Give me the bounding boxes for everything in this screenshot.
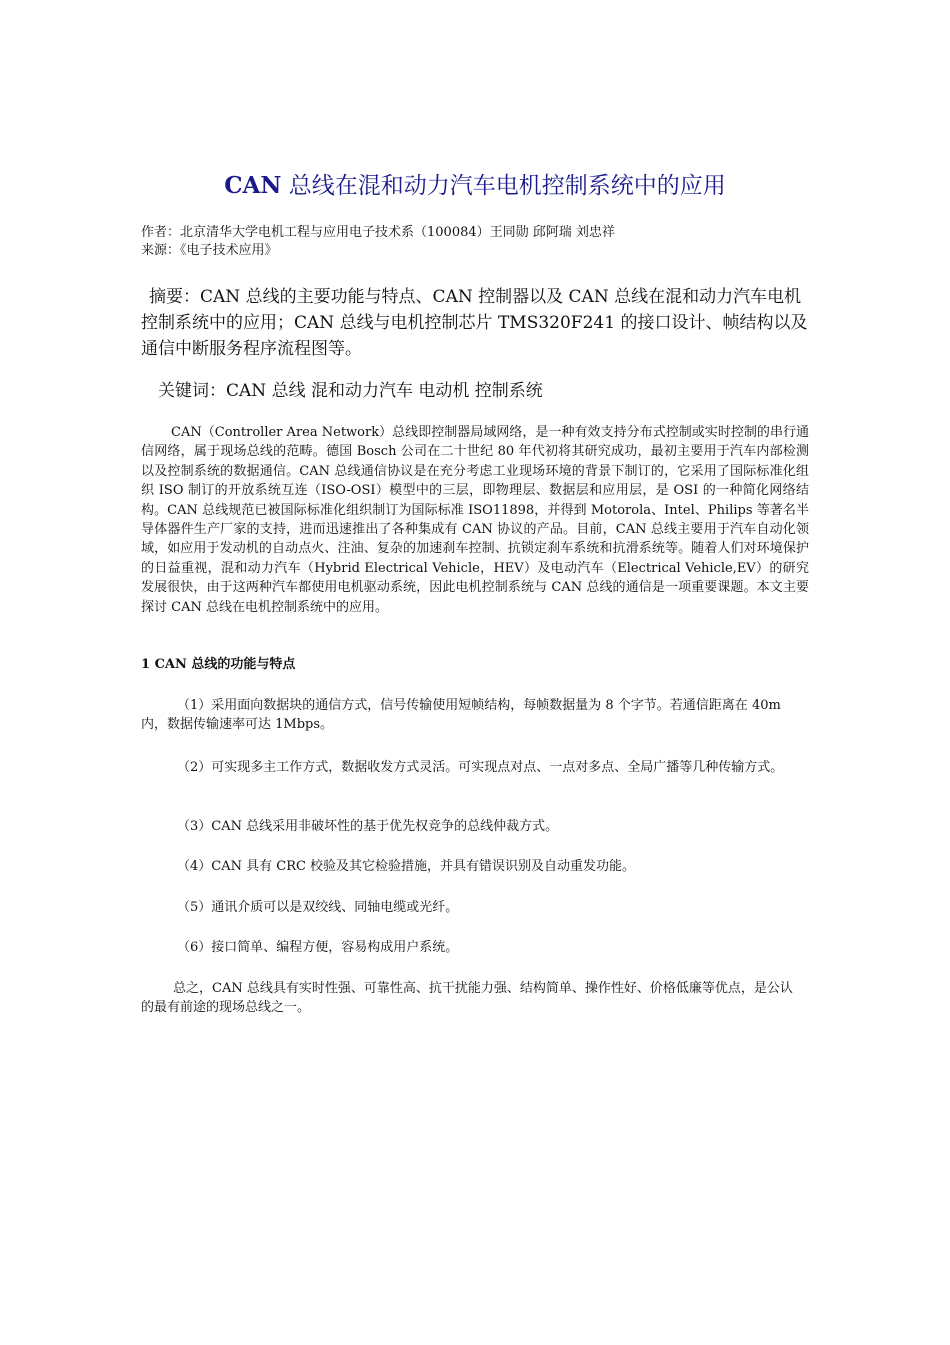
section-heading: 1 CAN 总线的功能与特点	[141, 657, 296, 672]
article-title	[60, 168, 890, 204]
keywords-line: 关键词：CAN 总线 混和动力汽车 电动机 控制系统	[158, 381, 543, 401]
feature-item: （1）采用面向数据块的通信方式，信号传输使用短帧结构，每帧数据量为 8 个字节。若通信距离在 40m 内，数据传输速率可达 1Mbps。	[141, 698, 781, 732]
source-line: 来源：《电子技术应用》	[141, 243, 278, 258]
abstract-paragraph: 摘要：CAN 总线的主要功能与特点、CAN 控制器以及 CAN 总线在混和动力汽车电机控制系统中的应用；CAN 总线与电机控制芯片 TMS320F241 的接口设计、帧结构以及通信中断服务程序流程图等。	[141, 287, 808, 359]
title-rest: 总线在混和动力汽车电机控制系统中的应用	[281, 173, 726, 199]
feature-item: （4）CAN 具有 CRC 校验及其它检验措施，并具有错误识别及自动重发功能。	[177, 859, 636, 874]
feature-item: （6）接口简单、编程方便，容易构成用户系统。	[177, 940, 459, 955]
feature-item: （5）通讯介质可以是双绞线、同轴电缆或光纤。	[177, 900, 459, 915]
feature-item: （2）可实现多主工作方式，数据收发方式灵活。可实现点对点、一点对多点、全局广播等几种传输方式。	[177, 760, 784, 775]
title-lead: CAN	[224, 172, 282, 199]
feature-item: （3）CAN 总线采用非破坏性的基于优先权竞争的总线仲裁方式。	[177, 819, 559, 834]
summary-paragraph: 总之，CAN 总线具有实时性强、可靠性高、抗干扰能力强、结构简单、操作性好、价格低廉等优点，是公认的最有前途的现场总线之一。	[141, 981, 793, 1015]
article-meta	[141, 224, 615, 260]
author-line: 作者：北京清华大学电机工程与应用电子技术系（100084）王同勋 邱阿瑞 刘忠祥	[141, 225, 615, 240]
intro-paragraph: CAN（Controller Area Network）总线即控制器局域网络，是一种有效支持分布式控制或实时控制的串行通信网络，属于现场总线的范畴。德国 Bosch 公司在二十世纪 80 年代初将其研究成功，最初主要用于汽车内部检测以及控制系统的数据通信。CAN 总线通信协议是在充分考虑工业现场环境的背景下制订的，它采用了国际标准化组织 ISO 制订的开放系统互连（ISO-OSI）模型中的三层，即物理层、数据层和应用层，是 OSI 的一种简化网络结构。CAN 总线规范已被国际标准化组织制订为国际标准 ISO11898，并得到 Motorola、Intel、Philips 等著名半导体器件生产厂家的支持，进而迅速推出了各种集成有 CAN 协议的产品。目前，CAN 总线主要用于汽车自动化领域，如应用于发动机的自动点火、注油、复杂的加速刹车控制、抗锁定刹车系统和抗滑系统等。随着人们对环境保护的日益重视，混和动力汽车（Hybrid Electrical Vehicle，HEV）及电动汽车（Electrical Vehicle,EV）的研究发展很快，由于这两种汽车都使用电机驱动系统，因此电机控制系统与 CAN 总线的通信是一项重要课题。本文主要探讨 CAN 总线在电机控制系统中的应用。	[141, 425, 809, 615]
